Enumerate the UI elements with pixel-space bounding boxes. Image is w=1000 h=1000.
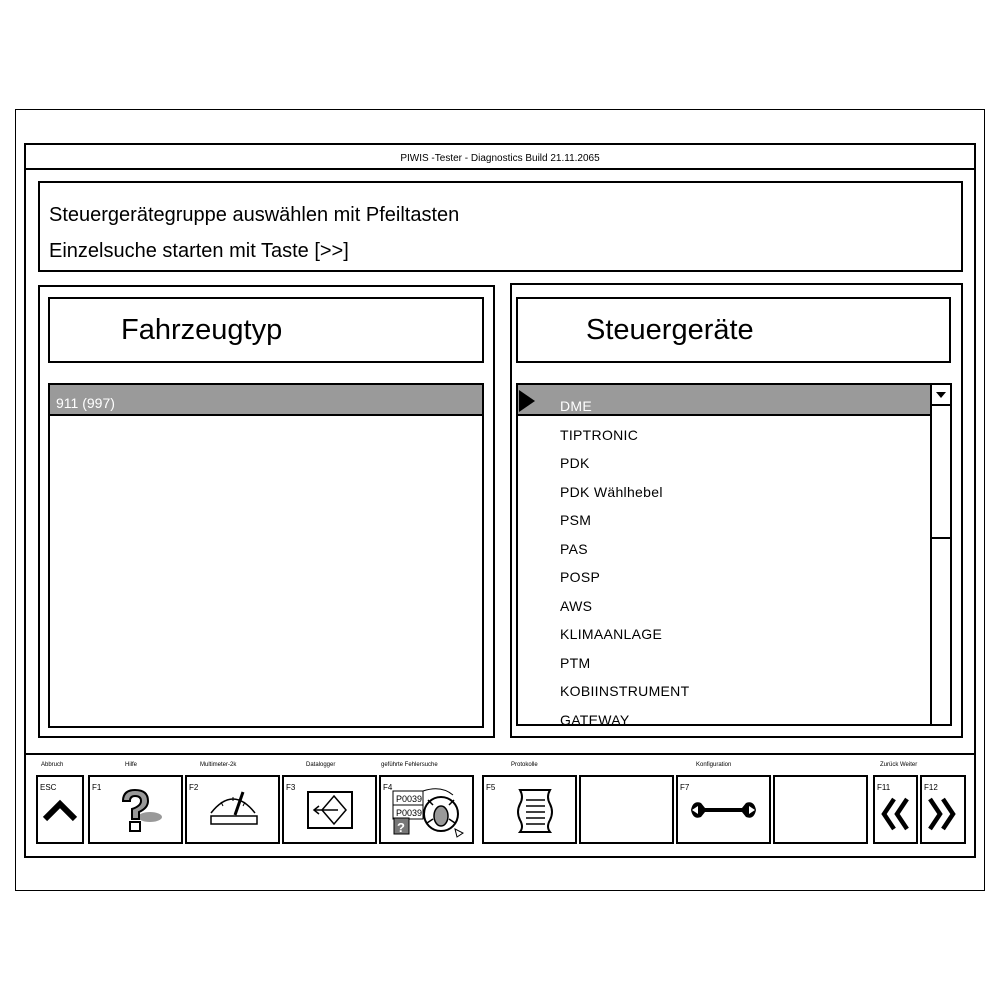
datalogger-icon <box>284 777 375 842</box>
f5-key-label: F5 <box>486 783 496 792</box>
window-title: PIWIS -Tester - Diagnostics Build 21.11.2065 <box>400 153 600 164</box>
vertical-scrollbar[interactable] <box>930 385 950 724</box>
caption-esc: Abbruch <box>41 762 64 768</box>
f11-key-label: F11 <box>877 783 891 792</box>
list-item[interactable]: KLIMAANLAGE <box>560 626 663 642</box>
f3-key-label: F3 <box>286 783 296 792</box>
list-item[interactable]: KOBIINSTRUMENT <box>560 683 690 699</box>
double-chevron-right-icon <box>922 777 964 842</box>
caption-f5: Protokolle <box>511 762 538 768</box>
help-question-icon <box>90 777 181 842</box>
vehicle-type-list[interactable] <box>48 383 484 728</box>
f2-key-label: F2 <box>189 783 199 792</box>
f1-key-label: F1 <box>92 783 102 792</box>
caption-f7: Konfiguration <box>696 762 732 768</box>
svg-text:?: ? <box>397 820 405 835</box>
f12-key-label: F12 <box>924 783 938 792</box>
f7-key-label: F7 <box>680 783 690 792</box>
empty-function-key <box>579 775 674 844</box>
list-item[interactable]: DME <box>560 398 593 414</box>
dropdown-arrow-icon[interactable] <box>932 385 950 406</box>
vehicle-type-heading: Fahrzeugtyp <box>48 297 484 363</box>
toolbar-divider <box>24 753 976 755</box>
list-item[interactable]: PDK Wählhebel <box>560 484 663 500</box>
list-item[interactable]: PTM <box>560 655 591 671</box>
list-item[interactable]: PDK <box>560 455 590 471</box>
vehicle-type-item-selected[interactable]: 911 (997) <box>50 385 482 416</box>
f4-code-1: P0039 <box>396 794 423 804</box>
selection-pointer-icon <box>519 390 535 412</box>
wrench-icon <box>678 777 769 842</box>
scrollbar-thumb[interactable] <box>932 406 950 539</box>
back-button[interactable] <box>873 775 918 844</box>
ecu-list[interactable] <box>516 383 952 726</box>
f4-code-2: P0039 <box>396 808 423 818</box>
esc-key-label: ESC <box>40 783 57 792</box>
caption-f11-f12: Zurück Weiter <box>880 762 918 768</box>
list-item[interactable]: POSP <box>560 569 601 585</box>
list-item[interactable]: AWS <box>560 598 593 614</box>
guided-fault-finding-button[interactable] <box>379 775 474 844</box>
list-item[interactable]: GATEWAY <box>560 712 630 726</box>
list-item[interactable]: TIPTRONIC <box>560 427 639 443</box>
configuration-button[interactable] <box>676 775 771 844</box>
instruction-line-2: Einzelsuche starten mit Taste [>>] <box>49 240 349 262</box>
forward-button[interactable] <box>920 775 966 844</box>
caption-f3: Datalogger <box>306 762 336 768</box>
caption-f4: geführte Fehlersuche <box>381 762 438 768</box>
multimeter-gauge-icon <box>187 777 278 842</box>
window-title-bar <box>24 143 976 170</box>
help-button[interactable] <box>88 775 183 844</box>
multimeter-button[interactable] <box>185 775 280 844</box>
caption-f1: Hilfe <box>125 762 138 768</box>
guided-fault-finding-icon <box>381 777 472 842</box>
ecu-heading: Steuergeräte <box>516 297 951 363</box>
empty-function-key <box>773 775 868 844</box>
instruction-line-1: Steuergerätegruppe auswählen mit Pfeiltasten <box>49 204 460 226</box>
list-item[interactable]: PSM <box>560 512 592 528</box>
datalogger-button[interactable] <box>282 775 377 844</box>
list-item[interactable]: PAS <box>560 541 588 557</box>
double-chevron-left-icon <box>875 777 916 842</box>
protocol-scroll-icon <box>484 777 575 842</box>
esc-button[interactable] <box>36 775 84 844</box>
f4-key-label: F4 <box>383 783 393 792</box>
protocols-button[interactable] <box>482 775 577 844</box>
instruction-box <box>38 181 963 272</box>
caption-f2: Multimeter-2k <box>200 762 237 768</box>
chevron-up-icon <box>38 777 82 842</box>
